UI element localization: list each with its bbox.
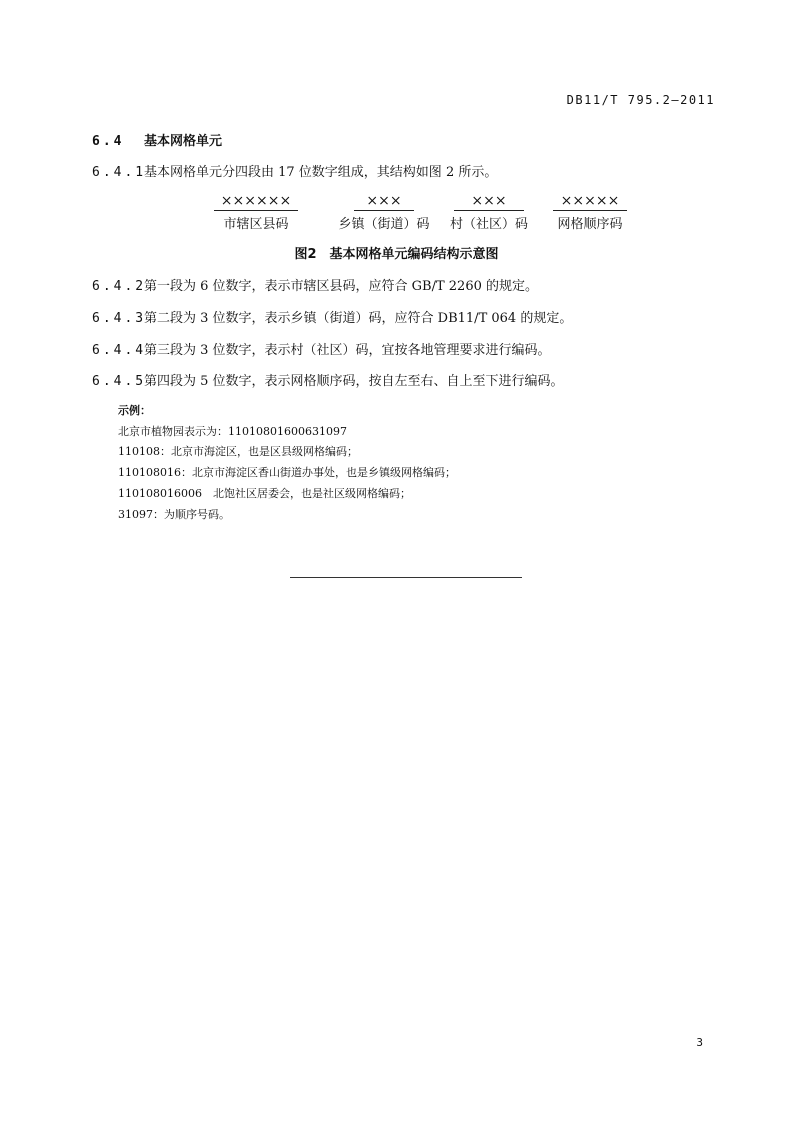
clause-text: 基本网格单元分四段由 17 位数字组成，其结构如图 2 所示。	[144, 165, 498, 180]
document-code-header: DB11/T 795.2—2011	[566, 93, 715, 107]
segment-marks: ××××××	[214, 193, 298, 211]
segment-label: 乡镇（街道）码	[338, 217, 430, 232]
clause-text: 第一段为 6 位数字，表示市辖区县码，应符合 GB/T 2260 的规定。	[144, 279, 539, 294]
clause-text: 第三段为 3 位数字，表示村（社区）码，宜按各地管理要求进行编码。	[144, 343, 551, 358]
section-number: 6.4	[92, 134, 125, 149]
section-title: 基本网格单元	[144, 134, 223, 149]
clause-6-4-1	[92, 161, 497, 180]
segment-grid-sequence	[553, 193, 627, 232]
segment-marks: ×××	[454, 193, 524, 211]
clause-text: 第二段为 3 位数字，表示乡镇（街道）码，应符合 DB11/T 064 的规定。	[144, 311, 573, 326]
segment-label: 网格顺序码	[557, 217, 623, 232]
segment-marks: ×××	[354, 193, 414, 211]
page-number: 3	[696, 1036, 703, 1049]
clause-6-4-3	[92, 307, 572, 326]
clause-6-4-2	[92, 275, 538, 294]
example-line: 110108016006 北饱社区居委会，也是社区级网格编码；	[118, 487, 411, 500]
section-heading	[92, 130, 222, 149]
example-line: 110108：北京市海淀区，也是区县级网格编码；	[118, 445, 358, 458]
clause-number: 6.4.3	[92, 311, 147, 326]
clause-6-4-4	[92, 339, 551, 358]
clause-number: 6.4.2	[92, 279, 147, 294]
segment-county	[214, 193, 298, 232]
end-divider	[290, 577, 522, 578]
segment-label: 市辖区县码	[223, 217, 289, 232]
figure-caption: 图2 基本网格单元编码结构示意图	[294, 247, 499, 262]
clause-text: 第四段为 5 位数字，表示网格顺序码，按自左至右、自上至下进行编码。	[144, 374, 564, 389]
segment-village	[442, 193, 536, 232]
example-title: 示例：	[118, 404, 151, 417]
clause-number: 6.4.1	[92, 165, 147, 180]
example-line: 110108016：北京市海淀区香山街道办事处，也是乡镇级网格编码；	[118, 466, 456, 479]
example-line: 31097：为顺序号码。	[118, 508, 230, 521]
clause-number: 6.4.4	[92, 343, 147, 358]
segment-marks: ×××××	[553, 193, 627, 211]
segment-township	[334, 193, 434, 232]
clause-6-4-5	[92, 370, 564, 389]
clause-number: 6.4.5	[92, 374, 147, 389]
segment-label: 村（社区）码	[449, 217, 528, 232]
example-line: 北京市植物园表示为：11010801600631097	[118, 425, 347, 438]
